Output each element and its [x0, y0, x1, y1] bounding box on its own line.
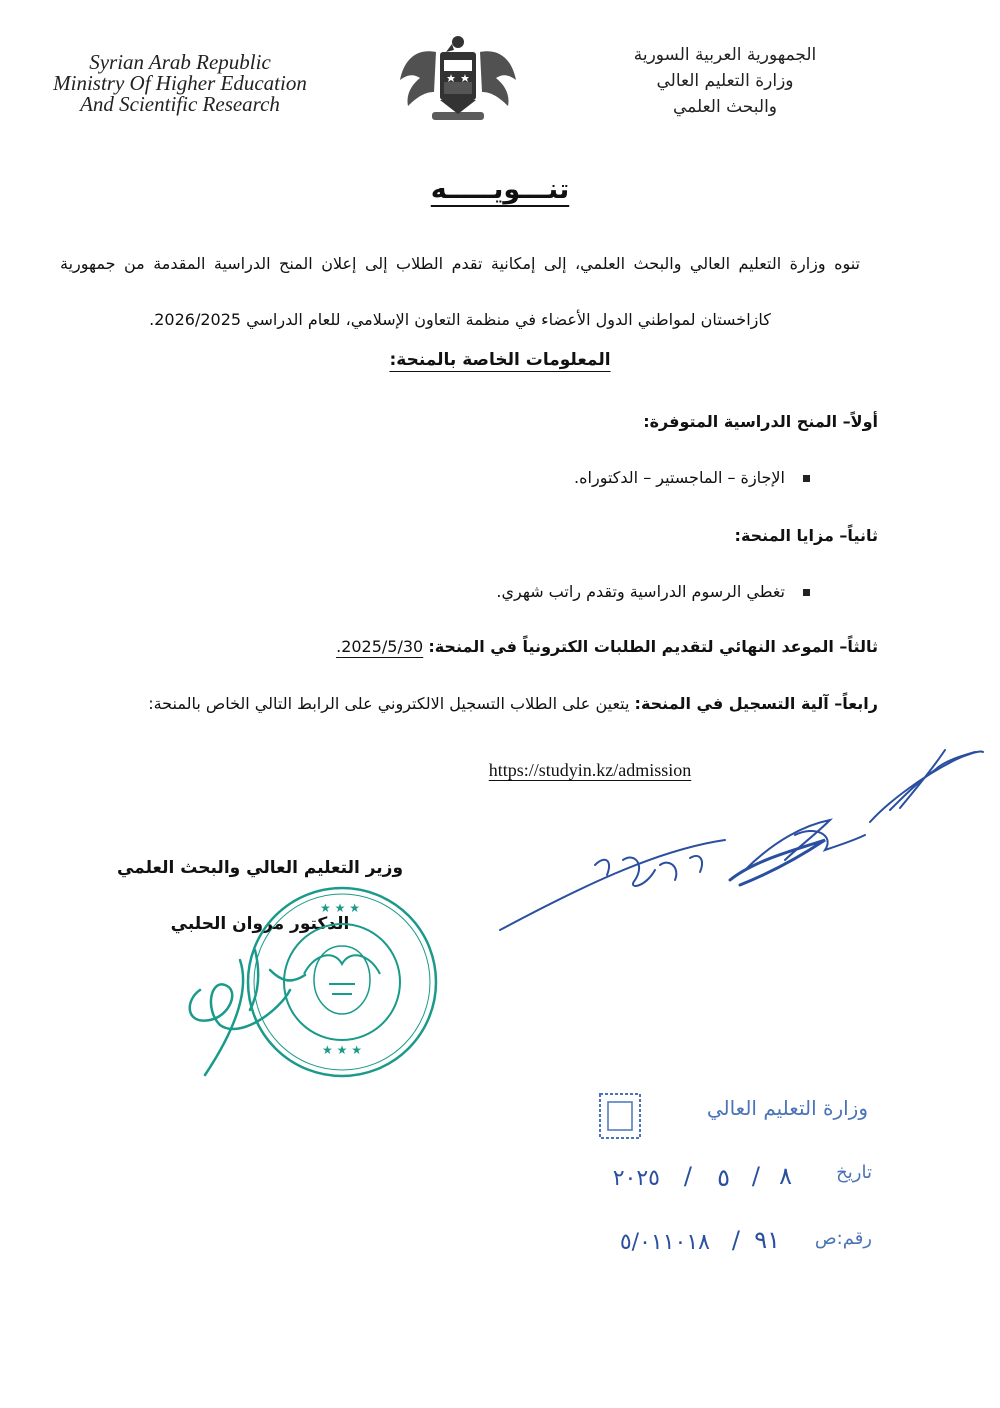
- section-second-label: [735, 526, 878, 545]
- header-ar-line-2: وزارة التعليم العالي: [656, 71, 794, 91]
- section-first-label-text: أولاً– المنح الدراسية المتوفرة:: [643, 412, 878, 431]
- signatory-name: الدكتور مروان الحلبي: [170, 914, 350, 934]
- bullet-square-icon: [803, 475, 810, 482]
- registry-ministry: وزارة التعليم العالي: [706, 1096, 868, 1120]
- section-fourth-label: رابعاً– آلية التسجيل في المنحة:: [634, 694, 878, 713]
- section-first-item: [574, 468, 810, 487]
- registry-stamp: [580, 1090, 880, 1280]
- section-third-date: 2025/5/30.: [336, 637, 424, 656]
- section-fourth-text: يتعين على الطلاب التسجيل الالكتروني على الرابط التالي الخاص بالمنحة:: [148, 694, 630, 713]
- svg-text:★ ★ ★: ★ ★ ★: [320, 901, 360, 915]
- section-second-label-text: ثانياً– مزايا المنحة:: [734, 526, 878, 545]
- header-en-line-2: Ministry Of Higher Education: [53, 71, 307, 95]
- registry-number-label: رقم:ص: [814, 1228, 872, 1249]
- handwritten-signature-left: [180, 930, 310, 1080]
- header-en-line-3: And Scientific Research: [80, 92, 280, 116]
- arabic-header: [600, 42, 850, 120]
- signatory-title: وزير التعليم العالي والبحث العلمي: [116, 858, 404, 878]
- header-en-line-1: Syrian Arab Republic: [89, 50, 271, 74]
- registry-number-value: ٩١: [754, 1226, 780, 1254]
- svg-text:★ ★ ★: ★ ★ ★: [322, 1043, 362, 1057]
- registry-date-day: ٨: [779, 1162, 792, 1190]
- section-second-item: [496, 582, 810, 601]
- section-second-item-text: تغطي الرسوم الدراسية وتقدم راتب شهري.: [496, 582, 785, 601]
- registry-sep-3: /: [731, 1226, 740, 1254]
- section-first-item-text: الإجازة – الماجستير – الدكتوراه.: [574, 468, 785, 487]
- registry-date-year: ٢٠٢٥: [612, 1166, 660, 1191]
- syrian-eagle-emblem-icon: [396, 30, 520, 126]
- admission-link[interactable]: https://studyin.kz/admission: [488, 760, 692, 780]
- section-first-label: [643, 412, 878, 431]
- registry-date-label: تاريخ: [836, 1162, 872, 1183]
- registry-date-month: ٥: [717, 1164, 730, 1192]
- header-ar-line-1: الجمهورية العربية السورية: [633, 45, 817, 65]
- intro-paragraph: تنوه وزارة التعليم العالي والبحث العلمي، إلى إمكانية تقدم الطلاب إلى إعلان المنح الدراسية المقدمة من جمهورية كازاخستان لمواطني الدول الأعضاء في منظمة التعاون الإسلامي، للعام الدراسي 2026/2025.: [60, 254, 860, 329]
- handwritten-signature-right: [495, 740, 985, 940]
- registry-ref: ٥/٠١١٠١٨: [619, 1230, 710, 1255]
- info-subheading: المعلومات الخاصة بالمنحة:: [389, 350, 611, 370]
- registry-sep-2: /: [683, 1162, 692, 1190]
- registry-emblem-icon: [598, 1092, 642, 1140]
- english-header: [40, 52, 320, 115]
- header-ar-line-3: والبحث العلمي: [672, 97, 778, 117]
- page-title: تنـــويـــــه: [430, 174, 570, 205]
- section-third: [336, 637, 878, 656]
- section-fourth: [148, 694, 878, 713]
- registry-sep-1: /: [751, 1162, 760, 1190]
- section-third-label: ثالثاً– الموعد النهائي لتقديم الطلبات الكترونياً في المنحة:: [428, 637, 878, 656]
- bullet-square-icon: [803, 589, 810, 596]
